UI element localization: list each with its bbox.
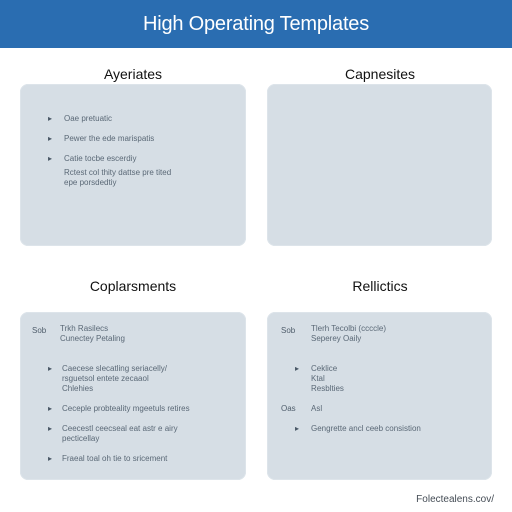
bullet-icon: ▸ — [48, 114, 53, 123]
list-item: Pewer the ede marispatis — [64, 134, 155, 143]
row-label: Sob — [32, 326, 47, 335]
list-item: Gengrette ancl ceeb consistion — [311, 424, 421, 433]
list-item: rsguetsol entete zecaaol — [62, 374, 149, 383]
bullet-icon: ▸ — [48, 424, 53, 433]
list-item: Asl — [311, 404, 323, 413]
list-item: Fraeal toal oh tie to sricement — [62, 454, 168, 463]
list-item: Ceklice — [311, 364, 338, 373]
list-item: Oae pretuatic — [64, 114, 113, 123]
list-item: Catie tocbe escerdiy — [64, 154, 137, 163]
row-label: Oas — [281, 404, 296, 413]
list-item: epe porsdedtiy — [64, 178, 117, 187]
bullet-icon: ▸ — [48, 404, 53, 413]
list-item: pecticellay — [62, 434, 100, 443]
bullet-icon: ▸ — [48, 364, 53, 373]
head-line: Trkh Rasilecs — [60, 324, 109, 333]
bullet-icon: ▸ — [295, 364, 300, 373]
list-item: Chlehies — [62, 384, 94, 393]
section-title-2: Capnesites — [344, 66, 416, 82]
section-title-4: Rellictics — [352, 278, 408, 294]
list-item: Ktal — [311, 374, 325, 383]
bullet-icon: ▸ — [295, 424, 300, 433]
template-card-1[interactable] — [20, 84, 246, 246]
row-label: Sob — [281, 326, 296, 335]
header-bar — [0, 0, 512, 48]
page-title: High Operating Templates — [142, 12, 370, 35]
head-line: Seperey Oaily — [311, 334, 362, 343]
list-item: Rctest col thity dattse pre tited — [64, 168, 172, 177]
list-item: Resblties — [311, 384, 344, 393]
template-card-4[interactable] — [267, 312, 492, 480]
bullet-icon: ▸ — [48, 154, 53, 163]
head-line: Cunectey Petaling — [60, 334, 125, 343]
template-card-2[interactable] — [267, 84, 492, 246]
list-item: Caecese slecatling seriacelly/ — [62, 364, 167, 373]
bullet-icon: ▸ — [48, 454, 53, 463]
bullet-icon: ▸ — [48, 134, 53, 143]
head-line: Tlerh Tecolbi (ccccle) — [311, 324, 386, 333]
template-card-3[interactable] — [20, 312, 246, 480]
footer-url[interactable]: Folectealens.cov/ — [416, 494, 494, 505]
section-title-1: Ayeriates — [103, 66, 163, 82]
list-item: Ceceple probteality mgeetuls retires — [62, 404, 190, 413]
section-title-3: Coplarsments — [89, 278, 177, 294]
list-item: Ceecestl ceecseal eat astr e airy — [62, 424, 178, 433]
